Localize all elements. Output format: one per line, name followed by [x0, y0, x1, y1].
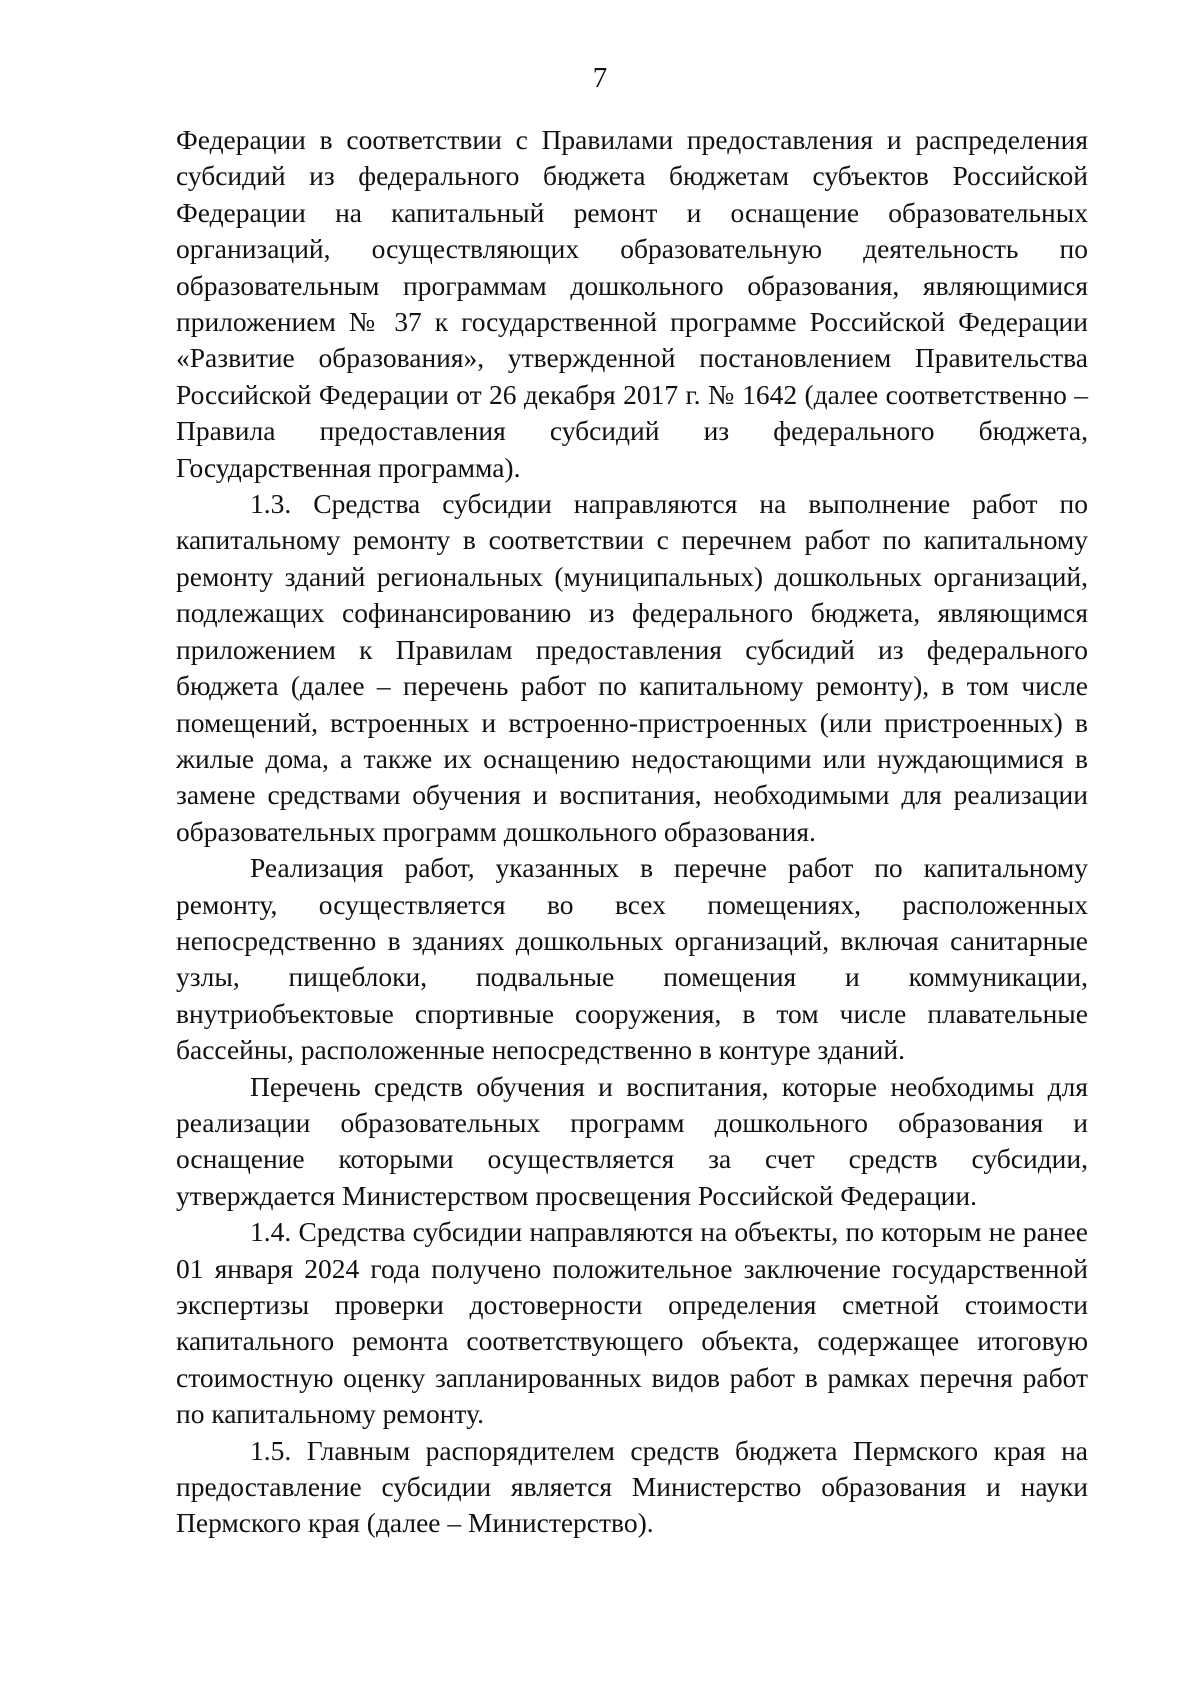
paragraph-1-5: 1.5. Главным распорядителем средств бюджета Пермского края на предоставление субсидии является Министерство образования и науки Пермского края (далее – Министерство).	[176, 1434, 1088, 1539]
paragraph-continuation: Федерации в соответствии с Правилами предоставления и распределения субсидий из федерального бюджета бюджетам субъектов Российской Федерации на капитальный ремонт и оснащение образовательных организаций, осуществляющих образовательную деятельность по образовательным программам дошкольного образования, являющимися приложением № 37 к государственной программе Российской Федерации «Развитие образования», утвержденной постановлением Правительства Российской Федерации от 26 декабря 2017 г. № 1642 (далее соответственно – Правила предоставления субсидий из федерального бюджета, Государственная программа).	[176, 124, 1088, 483]
paragraph-repair-scope: Реализация работ, указанных в перечне работ по капитальному ремонту, осуществляется во всех помещениях, расположенных непосредственно в зданиях дошкольных организаций, включая санитарные узлы, пищеблоки, подвальные помещения и коммуникации, внутриобъектовые спортивные сооружения, в том числе плавательные бассейны, расположенные непосредственно в контуре зданий.	[176, 852, 1088, 1066]
paragraph-equipment-list: Перечень средств обучения и воспитания, которые необходимы для реализации образовательных программ дошкольного образования и оснащение которыми осуществляется за счет средств субсидии, утверждается Министерством просвещения Российской Федерации.	[176, 1070, 1088, 1211]
document-body	[176, 122, 1088, 1542]
paragraph-1-4: 1.4. Средства субсидии направляются на объекты, по которым не ранее 01 января 2024 года получено положительное заключение государственной экспертизы проверки достоверности определения сметной стоимости капитального ремонта соответствующего объекта, содержащее итоговую стоимостную оценку запланированных видов работ в рамках перечня работ по капитальному ремонту.	[176, 1216, 1088, 1430]
page-number: 7	[592, 62, 608, 94]
paragraph-1-3: 1.3. Средства субсидии направляются на выполнение работ по капитальному ремонту в соответствии с перечнем работ по капитальному ремонту зданий региональных (муниципальных) дошкольных организаций, подлежащих софинансированию из федерального бюджета, являющимся приложением к Правилам предоставления субсидий из федерального бюджета (далее – перечень работ по капитальному ремонту), в том числе помещений, встроенных и встроенно-пристроенных (или пристроенных) в жилые дома, а также их оснащению недостающими или нуждающимися в замене средствами обучения и воспитания, необходимыми для реализации образовательных программ дошкольного образования.	[176, 488, 1088, 847]
